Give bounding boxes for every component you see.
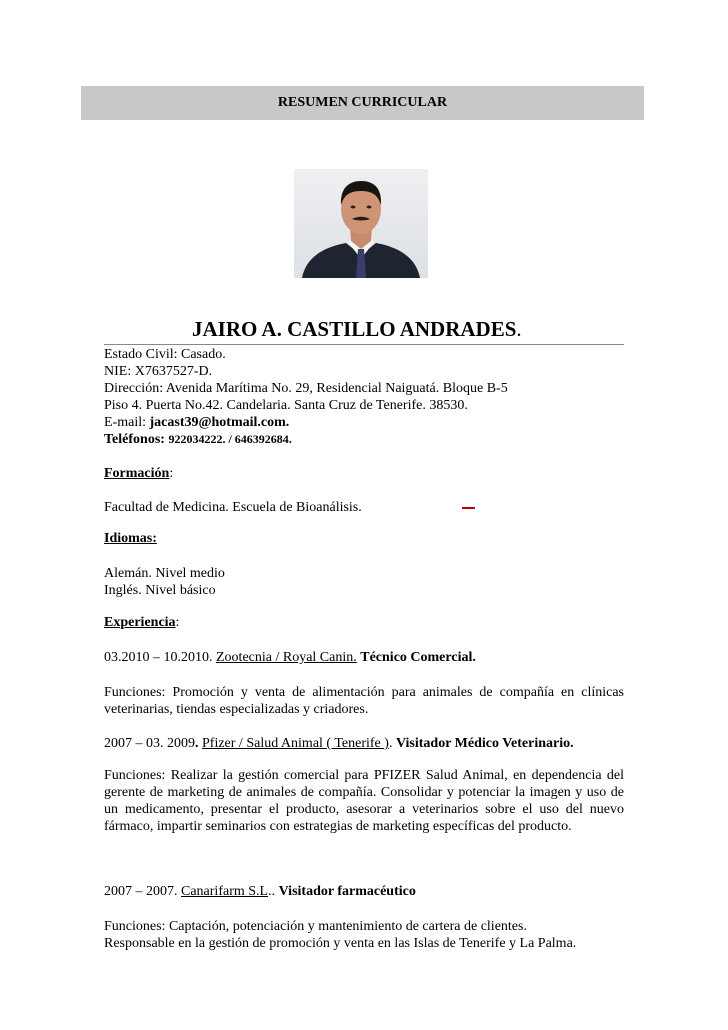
red-underline-mark [462,507,475,509]
telefonos-label: Teléfonos: [104,432,169,447]
candidate-name-text: JAIRO A. CASTILLO ANDRADES [192,317,517,341]
job-2-dates: 2007 – 03. 2009 [104,736,195,751]
job-3-title [104,883,416,900]
job-1-functions: Funciones: Promoción y venta de alimentación para animales de compañía en clínicas veterinarias, tiendas especializadas y criadores. [104,685,624,717]
email-line [104,414,289,431]
job-2-sep: . [388,736,396,751]
job-3-dates: 2007 – 2007. [104,884,181,899]
job-3-functions-2: Responsable en la gestión de promoción y venta en las Islas de Tenerife y La Palma. [104,936,577,951]
resume-title: RESUMEN CURRICULAR [277,95,448,110]
formacion-heading [104,465,173,482]
job-3-sep: .. [268,884,279,899]
job-2-company: Pfizer / Salud Animal ( Tenerife ) [202,736,389,751]
job-1-dates: 03.2010 – 10.2010. [104,650,216,665]
estado-civil: Estado Civil: Casado. [104,347,226,362]
job-2-role: Visitador Médico Veterinario. [395,736,574,751]
job-2-dot: . [195,736,202,751]
experiencia-heading [104,614,179,631]
job-2-title [104,735,574,752]
telefonos-value: 922034222. / 646392684. [168,432,292,446]
job-1-role: Técnico Comercial. [360,650,476,665]
idiomas-heading: Idiomas: [104,531,157,546]
job-1-company: Zootecnia / Royal Canin. [216,650,357,665]
candidate-name-suffix: . [516,317,522,341]
job-3-functions-1: Funciones: Captación, potenciación y mantenimiento de cartera de clientes. [104,919,527,934]
direccion-line-2: Piso 4. Puerta No.42. Candelaria. Santa Cruz de Tenerife. 38530. [104,398,468,413]
formacion-heading-text: Formación [104,466,170,481]
job-2-functions: Funciones: Realizar la gestión comercial para PFIZER Salud Animal, en dependencia del gerente de marketing de animales de compañía. Consolidar y potenciar la imagen y uso de un medicamento, presentar el producto, asesorar a veterinarios sobre el uso del nuevo fármaco, impartir seminarios con estrategias de marketing específicas del producto. [104,768,624,834]
job-3-company: Canarifarm S.L [181,884,269,899]
job-3-role: Visitador farmacéutico [278,884,416,899]
candidate-name [104,314,624,345]
formacion-item: Facultad de Medicina. Escuela de Bioanálisis. [104,500,362,515]
idioma-item-1: Alemán. Nivel medio [104,566,225,581]
direccion-line-1: Dirección: Avenida Marítima No. 29, Residencial Naiguatá. Bloque B-5 [104,381,508,396]
profile-photo [294,169,428,278]
telefonos-line [104,431,292,448]
experiencia-heading-text: Experiencia [104,615,176,630]
idioma-item-2: Inglés. Nivel básico [104,583,216,598]
formacion-colon: : [169,466,174,481]
nie: NIE: X7637527-D. [104,364,213,379]
job-1-title [104,649,476,666]
email-value: jacast39@hotmail.com. [149,415,290,430]
resume-title-bar [81,86,644,120]
email-label: E-mail: [104,415,150,430]
experiencia-colon: : [175,615,180,630]
